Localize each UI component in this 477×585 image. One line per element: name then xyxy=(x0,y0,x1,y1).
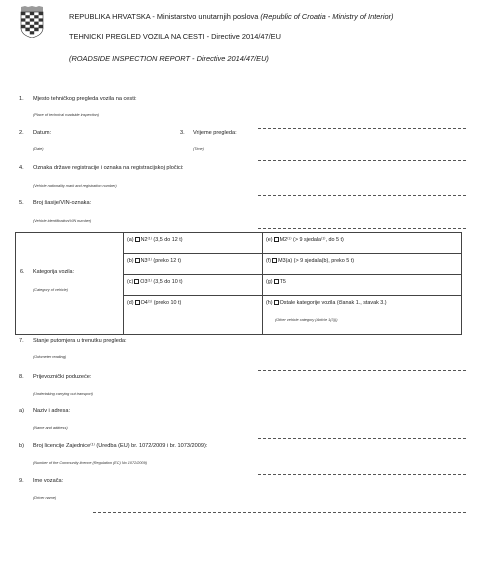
option-h-key: (h) xyxy=(266,300,273,306)
field-5-label: Broj šasije/VIN-oznaka: xyxy=(33,200,92,206)
field-1-label: Mjesto tehničkog pregleda vozila na cesti: xyxy=(33,96,137,102)
field-b-label: Broj licencije Zajednice⁽¹⁾ (Uredba (EU) br. 1072/2009 i br. 1073/2009): xyxy=(33,443,208,449)
report-title-en: (ROADSIDE INSPECTION REPORT - Directive 2014/47/EU) xyxy=(69,54,269,63)
category-option-c[interactable] xyxy=(124,275,263,296)
field-7-sublabel: (Odometer reading) xyxy=(33,355,67,359)
field-1-sublabel: (Place of technical roadside inspection) xyxy=(33,113,100,117)
vehicle-category-table xyxy=(15,232,462,335)
category-option-h[interactable] xyxy=(263,296,462,335)
option-a-text: N2⁽¹⁾ (3,5 do 12 t) xyxy=(140,237,183,243)
field-4-label: Oznaka države registracije i oznaka na registracijskoj pločici: xyxy=(33,165,184,171)
option-b-checkbox[interactable] xyxy=(135,258,140,263)
option-h-sublabel: (Other vehicle category (Article 1(3))) xyxy=(275,318,338,322)
field-3-number: 3. xyxy=(180,130,185,136)
option-d-key: (d) xyxy=(127,300,134,306)
field-3-sublabel: (Time) xyxy=(193,147,204,151)
option-d-text: O4⁽¹⁾ (preko 10 t) xyxy=(140,300,182,306)
option-d-checkbox[interactable] xyxy=(135,300,140,305)
field-4-input-line[interactable] xyxy=(258,195,466,196)
field-a-input-line[interactable] xyxy=(258,438,466,439)
field-4-sublabel: (Vehicle nationality mark and registration number) xyxy=(33,184,117,188)
field-7-number: 7. xyxy=(19,338,24,344)
field-3-input-line[interactable] xyxy=(258,160,466,161)
field-6-label: Kategorija vozila: xyxy=(33,269,75,275)
field-b-number: b) xyxy=(19,443,24,449)
field-a-label: Naziv i adresa: xyxy=(33,408,70,414)
field-9-sublabel: (Driver name) xyxy=(33,496,57,500)
option-c-key: (c) xyxy=(127,279,134,285)
option-f-text: M3(a) (> 9 sjedala(b), preko 5 t) xyxy=(278,258,355,264)
option-g-text: T5 xyxy=(279,279,286,285)
field-5-input-line[interactable] xyxy=(258,228,466,229)
category-option-b[interactable] xyxy=(124,254,263,275)
option-a-key: (a) xyxy=(127,237,134,243)
field-6-sublabel: (Category of vehicle) xyxy=(33,288,69,292)
category-label-cell xyxy=(16,233,124,335)
category-option-d[interactable] xyxy=(124,296,263,335)
option-e-text: M2⁽¹⁾ (> 9 sjedala⁽¹⁾, do 5 t) xyxy=(279,237,344,243)
header-ministry-en: (Republic of Croatia - Ministry of Interior) xyxy=(260,12,394,21)
field-4-number: 4. xyxy=(19,165,24,171)
option-g-checkbox[interactable] xyxy=(274,279,279,284)
option-a-checkbox[interactable] xyxy=(135,237,140,242)
field-a-number: a) xyxy=(19,408,24,414)
option-b-text: N3⁽¹⁾ (preko 12 t) xyxy=(140,258,181,264)
field-2-number: 2. xyxy=(19,130,24,136)
field-8-label: Prijevoznički poduzeće: xyxy=(33,374,92,380)
field-7-label: Stanje putomjera u trenutku pregleda: xyxy=(33,338,127,344)
category-option-f[interactable] xyxy=(263,254,462,275)
field-9-number: 9. xyxy=(19,478,24,484)
field-3-label: Vrijeme pregleda: xyxy=(193,130,237,136)
option-g-key: (g) xyxy=(266,279,273,285)
field-2-sublabel: (Date) xyxy=(33,147,44,151)
field-2-label: Datum: xyxy=(33,130,52,136)
field-8-sublabel: (Undertaking carrying out transport) xyxy=(33,392,93,396)
header-line-1 xyxy=(69,12,394,21)
field-9-input-line[interactable] xyxy=(93,512,466,513)
field-1-number: 1. xyxy=(19,96,24,102)
category-option-g[interactable] xyxy=(263,275,462,296)
field-5-sublabel: (Vehicle identification/VIN number) xyxy=(33,219,92,223)
option-c-text: O3⁽¹⁾ (3,5 do 10 t) xyxy=(140,279,183,285)
option-f-checkbox[interactable] xyxy=(272,258,277,263)
field-7-input-line[interactable] xyxy=(258,370,466,371)
option-f-key: (f) xyxy=(266,258,272,264)
field-6-number: 6. xyxy=(20,269,25,275)
option-b-key: (b) xyxy=(127,258,134,264)
field-a-sublabel: (Name and address) xyxy=(33,426,68,430)
category-option-e[interactable] xyxy=(263,233,462,254)
field-1-input-line[interactable] xyxy=(258,128,466,129)
header-ministry: REPUBLIKA HRVATSKA - Ministarstvo unutarnjih poslova xyxy=(69,12,261,21)
category-option-a[interactable] xyxy=(124,233,263,254)
option-c-checkbox[interactable] xyxy=(134,279,139,284)
field-b-sublabel: (Number of the Community licence (Regulation (EC) No 1072/2009) xyxy=(33,461,147,465)
field-b-input-line[interactable] xyxy=(258,474,466,475)
option-h-checkbox[interactable] xyxy=(274,300,279,305)
field-5-number: 5. xyxy=(19,200,24,206)
field-8-number: 8. xyxy=(19,374,24,380)
option-h-text: Ostale kategorije vozila (članak 1., stavak 3.) xyxy=(279,300,387,306)
option-e-key: (e) xyxy=(266,237,273,243)
field-9-label: Ime vozača: xyxy=(33,478,64,484)
report-title: TEHNICKI PREGLED VOZILA NA CESTI - Directive 2014/47/EU xyxy=(69,32,281,41)
option-e-checkbox[interactable] xyxy=(274,237,279,242)
coat-of-arms-icon xyxy=(19,6,45,38)
